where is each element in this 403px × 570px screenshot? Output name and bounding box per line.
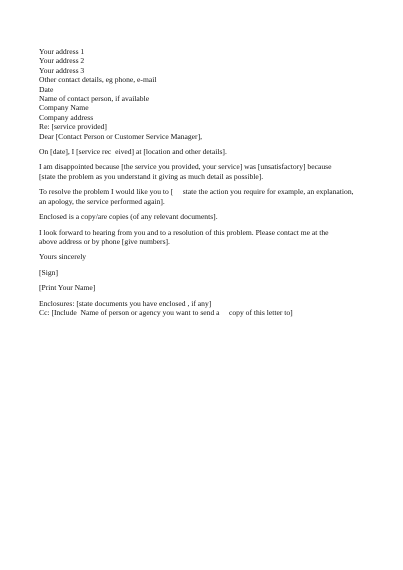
- paragraph-1: [39, 147, 369, 156]
- letter-body: [39, 47, 369, 317]
- date-line: Date: [39, 84, 54, 94]
- enclosures-line: Enclosures: [state documents you have enclosed , if any]: [39, 298, 212, 308]
- paragraph-4: [39, 212, 369, 221]
- signature-placeholder: [Sign]: [39, 267, 58, 277]
- enclosures-block: [39, 299, 369, 318]
- printed-name-placeholder: [Print Your Name]: [39, 283, 96, 293]
- paragraph-3-line-1: To resolve the problem I would like you to [ state the action you require for example, an explanation,: [39, 187, 354, 197]
- paragraph-5: [39, 228, 369, 247]
- subject-line: Re: [service provided]: [39, 122, 107, 132]
- paragraph-1-line-1: On [date], I [service rec eived] at [location and other details].: [39, 147, 227, 157]
- closing-line: Yours sincerely: [39, 252, 87, 262]
- address-line-3: Your address 3: [39, 65, 85, 75]
- address-block: [39, 47, 369, 141]
- paragraph-2-line-2: [state the problem as you understand it giving as much detail as possible].: [39, 171, 264, 181]
- paragraph-5-line-2: above address or by phone [give numbers].: [39, 236, 170, 246]
- paragraph-4-line-1: Enclosed is a copy/are copies (of any relevant documents].: [39, 212, 218, 222]
- address-line-2: Your address 2: [39, 56, 85, 66]
- paragraph-2-line-1: I am disappointed because [the service you provided, your service] was [unsatisfactory] because: [39, 162, 332, 172]
- cc-line: Cc: [Include Name of person or agency you want to send a copy of this letter to]: [39, 307, 293, 317]
- company-name-line: Company Name: [39, 103, 89, 113]
- address-line-1: Your address 1: [39, 47, 85, 56]
- paragraph-3-line-2: an apology, the service performed again].: [39, 196, 165, 206]
- salutation-line: Dear [Contact Person or Customer Service Manager],: [39, 131, 203, 141]
- contact-person-line: Name of contact person, if available: [39, 94, 150, 104]
- paragraph-3: [39, 187, 369, 206]
- contact-details-line: Other contact details, eg phone, e-mail: [39, 75, 157, 85]
- company-address-line: Company address: [39, 112, 94, 122]
- paragraph-5-line-1: I look forward to hearing from you and to a resolution of this problem. Please contact me at the: [39, 227, 329, 237]
- paragraph-2: [39, 162, 369, 181]
